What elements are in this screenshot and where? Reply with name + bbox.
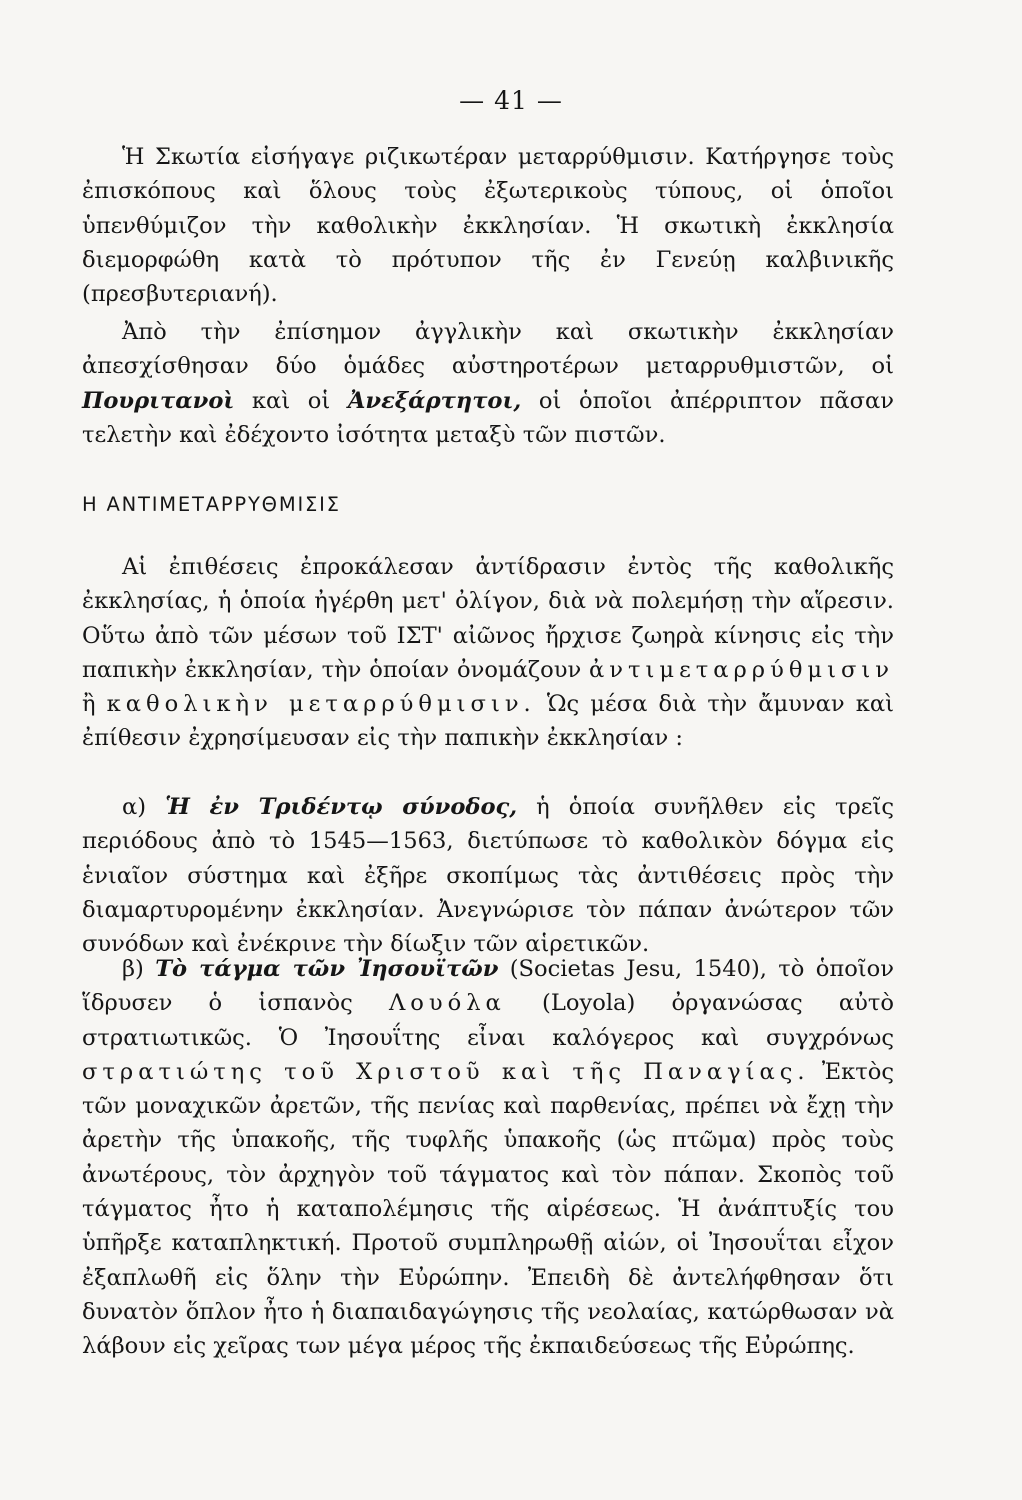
text-run: Ἀπὸ τὴν ἐπίσημον ἀγγλικὴν καὶ σκωτικὴν ἐκκλησίαν ἀπεσχίσθησαν δύο ὁμάδες αὐστηροτέρων μεταρρυθμιστῶν, οἱ — [82, 319, 894, 380]
paragraph-text: Ἡ Σκωτία εἰσήγαγε ριζικωτέραν μεταρρύθμισιν. Κατήργησε τοὺς ἐπισκόπους καὶ ὅλους τοὺς ἐξωτερικοὺς τύπους, οἱ ὁποῖοι ὑπενθύμιζον τὴν καθολικὴν ἐκκλησίαν. Ἡ σκωτικὴ ἐκκλησία διεμορφώθη κατὰ τὸ πρότυπον τῆς ἐν Γενεύῃ καλβινικῆς (πρεσβυτεριανή). — [82, 144, 894, 308]
paragraph-jesuits — [82, 952, 894, 1364]
text-run: (Loyola) ὀργανώσας αὐτὸ στρατιωτικῶς. Ὁ Ἰησουΐτης εἶναι καλόγερος καὶ συγχρόνως — [82, 990, 895, 1051]
term-soldier-of-christ: στρατιώτης τοῦ Χριστοῦ καὶ τῆς Παναγίας. — [82, 1058, 810, 1085]
page-number: — 41 — — [459, 86, 563, 115]
list-marker: α) — [122, 794, 166, 820]
term-counter-reformation: ἀντιμεταρρύθμισιν — [589, 656, 894, 683]
text-run: ἢ — [82, 691, 107, 718]
term-council-of-trent: Ἡ ἐν Τριδέντῳ σύνοδος, — [165, 794, 518, 820]
text-run: Ὡς μέσα διὰ τὴν ἄμυναν καὶ ἐπίθεσιν ἐχρησίμευσαν εἰς τὴν παπικὴν ἐκκλησίαν : — [82, 691, 895, 752]
text-run: Ἐκτὸς τῶν μοναχικῶν ἀρετῶν, τῆς πενίας καὶ παρθενίας, πρέπει νὰ ἔχῃ τὴν ἀρετὴν τῆς ὑπακοῆς, τῆς τυφλῆς ὑπακοῆς (ὡς πτῶμα) πρὸς τοὺς ἀνωτέρους, τὸν ἀρχηγὸν τοῦ τάγματος καὶ τὸν πάπαν. Σκοπὸς τοῦ τάγματος ἦτο ἡ καταπολέμησις τῆς αἱρέσεως. Ἡ ἀνάπτυξίς του ὑπῆρξε καταπληκτική. Προτοῦ συμπληρωθῇ αἰών, οἱ Ἰησουΐται εἶχον ἐξαπλωθῆ εἰς ὅλην τὴν Εὐρώπην. Ἐπειδὴ δὲ ἀντελήφθησαν ὅτι δυνατὸν ὅπλον ἦτο ἡ διαπαιδαγώγησις τῆς νεολαίας, κατώρθωσαν νὰ λάβουν εἰς χεῖρας των μέγα μέρος τῆς ἐκπαιδεύσεως τῆς Εὐρώπης. — [82, 1058, 894, 1360]
term-loyola: Λουόλα — [388, 990, 506, 1017]
term-puritans: Πουριτανοὶ — [82, 387, 235, 414]
paragraph-puritans — [82, 315, 894, 452]
term-jesuit-order: Τὸ τάγμα τῶν Ἰησουϊτῶν — [155, 956, 499, 982]
paragraph-council-of-trent — [82, 790, 894, 961]
section-heading: Η ΑΝΤΙΜΕΤΑΡΡΥΘΜΙΣΙΣ — [82, 493, 341, 516]
text-run: Αἱ ἐπιθέσεις ἐπροκάλεσαν ἀντίδρασιν ἐντὸς τῆς καθολικῆς ἐκκλησίας, ἡ ὁποία ἠγέρθη μετ' ὀλίγον, διὰ νὰ πολεμήσῃ τὴν αἵρεσιν. Οὕτω ἀπὸ τῶν μέσων τοῦ ΙΣΤ' αἰῶνος ἤρχισε ζωηρὰ κίνησις εἰς τὴν παπικὴν ἐκκλησίαν, τὴν ὁποίαν ὀνομάζουν — [82, 554, 894, 683]
list-marker: β) — [122, 956, 156, 982]
text-run: (Societas Jesu, 1540), τὸ ὁποῖον ἵδρυσεν ὁ ἱσπανὸς — [82, 956, 895, 1017]
text-run: οἱ ὁποῖοι ἀπέρριπτον πᾶσαν τελετὴν καὶ ἐδέχοντο ἰσότητα μεταξὺ τῶν πιστῶν. — [82, 387, 895, 448]
text-run: ἡ ὁποία συνῆλθεν εἰς τρεῖς περιόδους ἀπὸ τὸ 1545—1563, διετύπωσε τὸ καθολικὸν δόγμα εἰς ἑνιαῖον σύστημα καὶ ἐξῆρε σκοπίμως τὰς ἀντιθέσεις πρὸς τὴν διαμαρτυρομένην ἐκκλησίαν. Ἀνεγνώρισε τὸν πάπαν ἀνώτερον τῶν συνόδων καὶ ἐνέκρινε τὴν δίωξιν τῶν αἱρετικῶν. — [82, 794, 894, 958]
term-independents: Ἀνεξάρτητοι, — [347, 387, 522, 414]
term-catholic-reformation: καθολικὴν μεταρρύθμισιν. — [106, 691, 536, 718]
paragraph-counter-reformation — [82, 550, 894, 756]
paragraph-scotland — [82, 140, 894, 311]
text-run: καὶ οἱ — [234, 387, 348, 414]
